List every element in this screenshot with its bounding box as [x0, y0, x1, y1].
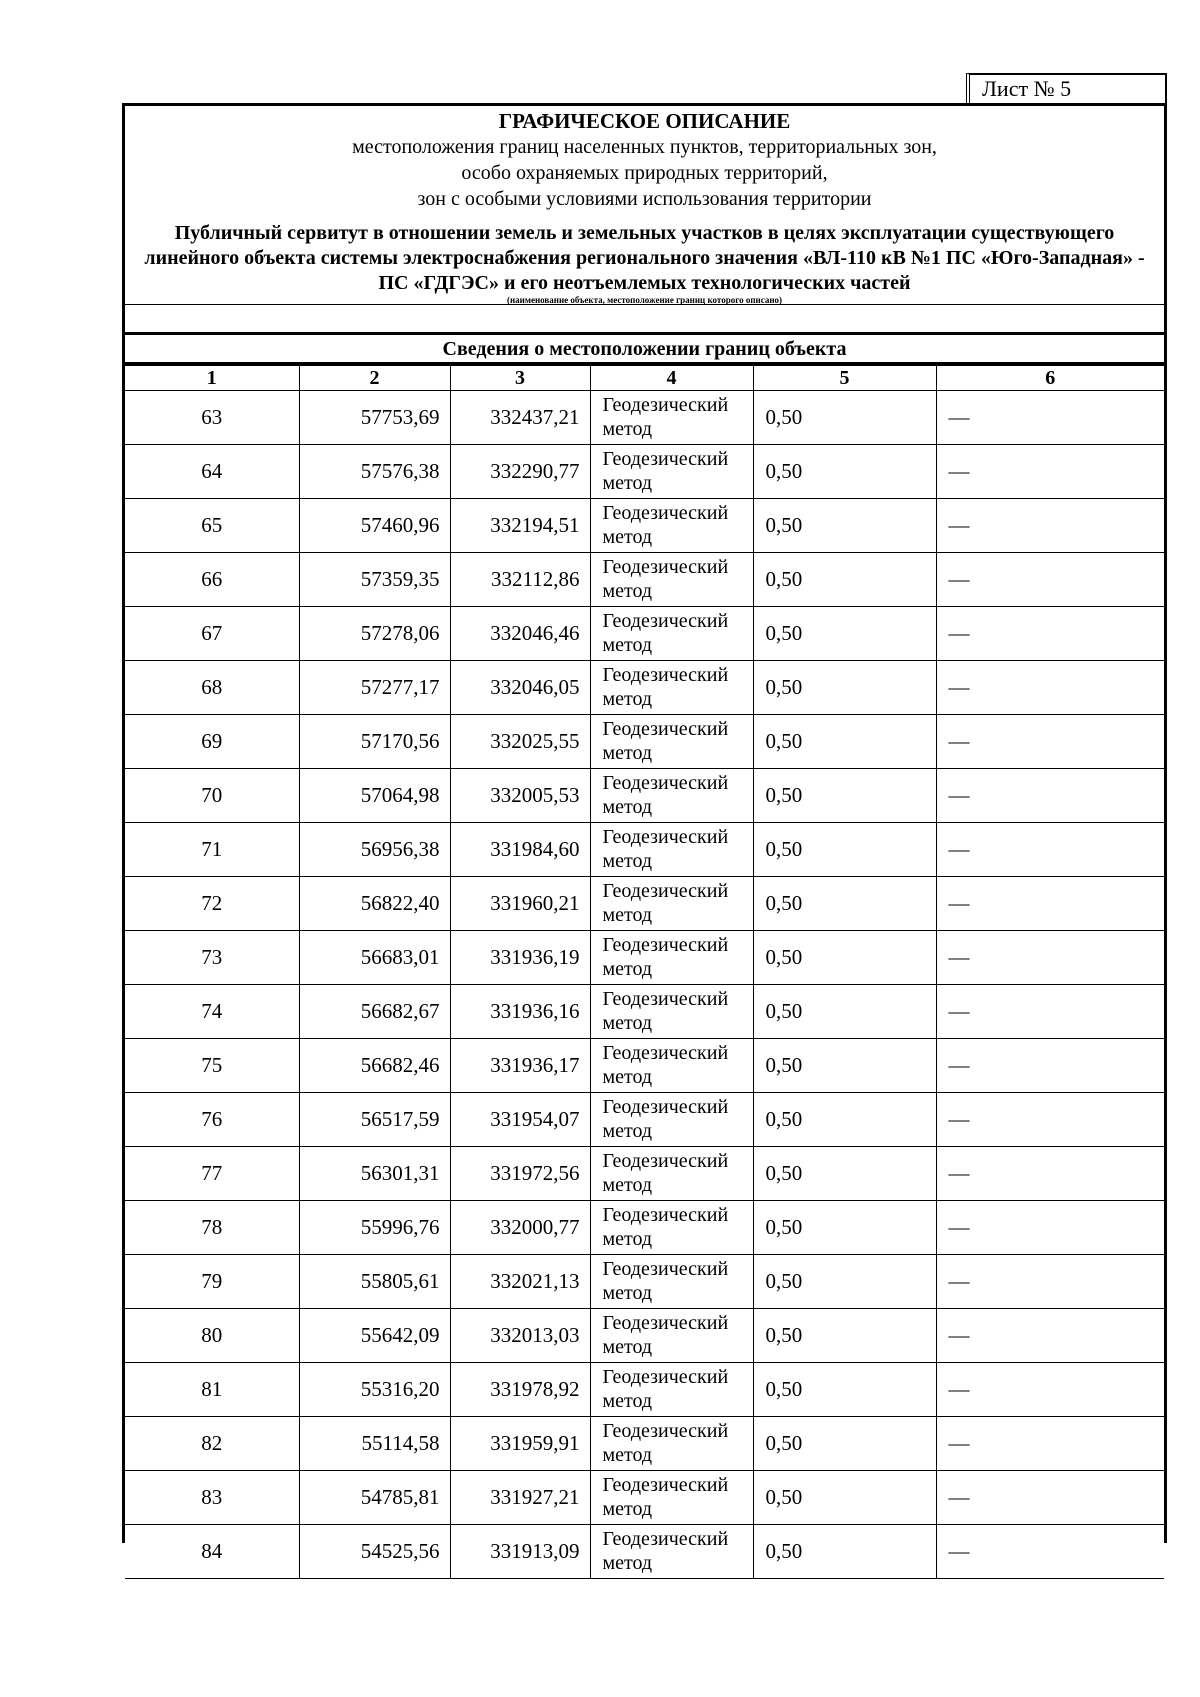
- x-coordinate-cell: 56956,38: [299, 823, 450, 877]
- description-cell: —: [936, 661, 1164, 715]
- point-number-cell: 70: [125, 769, 299, 823]
- accuracy-cell: 0,50: [753, 769, 936, 823]
- table-row: [125, 823, 1164, 877]
- x-coordinate-cell: 57278,06: [299, 607, 450, 661]
- point-number-cell: 63: [125, 391, 299, 445]
- accuracy-cell: 0,50: [753, 931, 936, 985]
- point-number-cell: 69: [125, 715, 299, 769]
- y-coordinate-cell: 332194,51: [450, 499, 590, 553]
- column-number-row: [125, 366, 1164, 391]
- table-row: [125, 391, 1164, 445]
- point-number-cell: 81: [125, 1363, 299, 1417]
- description-cell: —: [936, 1093, 1164, 1147]
- y-coordinate-cell: 331927,21: [450, 1471, 590, 1525]
- y-coordinate-cell: 331936,19: [450, 931, 590, 985]
- description-cell: —: [936, 1147, 1164, 1201]
- description-cell: —: [936, 1255, 1164, 1309]
- point-number-cell: 84: [125, 1525, 299, 1579]
- accuracy-cell: 0,50: [753, 985, 936, 1039]
- method-cell: Геодезический метод: [590, 1525, 753, 1579]
- y-coordinate-cell: 332112,86: [450, 553, 590, 607]
- description-cell: —: [936, 607, 1164, 661]
- point-number-cell: 71: [125, 823, 299, 877]
- x-coordinate-cell: 55996,76: [299, 1201, 450, 1255]
- method-cell: Геодезический метод: [590, 1471, 753, 1525]
- method-cell: Геодезический метод: [590, 1417, 753, 1471]
- accuracy-cell: 0,50: [753, 1471, 936, 1525]
- table-row: [125, 553, 1164, 607]
- description-cell: —: [936, 391, 1164, 445]
- point-number-cell: 74: [125, 985, 299, 1039]
- y-coordinate-cell: 331984,60: [450, 823, 590, 877]
- description-cell: —: [936, 445, 1164, 499]
- x-coordinate-cell: 56682,46: [299, 1039, 450, 1093]
- y-coordinate-cell: 331913,09: [450, 1525, 590, 1579]
- document-header: [125, 108, 1164, 305]
- y-coordinate-cell: 332290,77: [450, 445, 590, 499]
- y-coordinate-cell: 331960,21: [450, 877, 590, 931]
- method-cell: Геодезический метод: [590, 769, 753, 823]
- description-cell: —: [936, 715, 1164, 769]
- empty-row: [125, 305, 1164, 335]
- accuracy-cell: 0,50: [753, 499, 936, 553]
- x-coordinate-cell: 57064,98: [299, 769, 450, 823]
- point-number-cell: 67: [125, 607, 299, 661]
- subtitle-line: зон с особыми условиями использования территории: [417, 188, 872, 210]
- x-coordinate-cell: 56822,40: [299, 877, 450, 931]
- x-coordinate-cell: 57170,56: [299, 715, 450, 769]
- description-cell: —: [936, 1525, 1164, 1579]
- point-number-cell: 77: [125, 1147, 299, 1201]
- table-row: [125, 769, 1164, 823]
- accuracy-cell: 0,50: [753, 1309, 936, 1363]
- column-header: 6: [936, 366, 1164, 391]
- y-coordinate-cell: 331954,07: [450, 1093, 590, 1147]
- description-cell: —: [936, 1201, 1164, 1255]
- table-row: [125, 715, 1164, 769]
- point-number-cell: 72: [125, 877, 299, 931]
- description-cell: —: [936, 769, 1164, 823]
- point-number-cell: 76: [125, 1093, 299, 1147]
- accuracy-cell: 0,50: [753, 1201, 936, 1255]
- method-cell: Геодезический метод: [590, 715, 753, 769]
- point-number-cell: 75: [125, 1039, 299, 1093]
- x-coordinate-cell: 55805,61: [299, 1255, 450, 1309]
- point-number-cell: 73: [125, 931, 299, 985]
- description-cell: —: [936, 553, 1164, 607]
- y-coordinate-cell: 332046,05: [450, 661, 590, 715]
- accuracy-cell: 0,50: [753, 1255, 936, 1309]
- section-title: Сведения о местоположении границ объекта: [125, 335, 1164, 365]
- x-coordinate-cell: 54785,81: [299, 1471, 450, 1525]
- y-coordinate-cell: 332046,46: [450, 607, 590, 661]
- column-header: 5: [753, 366, 936, 391]
- description-cell: —: [936, 931, 1164, 985]
- accuracy-cell: 0,50: [753, 661, 936, 715]
- description-cell: —: [936, 1309, 1164, 1363]
- point-number-cell: 78: [125, 1201, 299, 1255]
- x-coordinate-cell: 57460,96: [299, 499, 450, 553]
- accuracy-cell: 0,50: [753, 391, 936, 445]
- x-coordinate-cell: 57753,69: [299, 391, 450, 445]
- method-cell: Геодезический метод: [590, 661, 753, 715]
- accuracy-cell: 0,50: [753, 445, 936, 499]
- method-cell: Геодезический метод: [590, 985, 753, 1039]
- x-coordinate-cell: 56301,31: [299, 1147, 450, 1201]
- table-row: [125, 877, 1164, 931]
- x-coordinate-cell: 56682,67: [299, 985, 450, 1039]
- x-coordinate-cell: 55114,58: [299, 1417, 450, 1471]
- y-coordinate-cell: 332000,77: [450, 1201, 590, 1255]
- accuracy-cell: 0,50: [753, 1147, 936, 1201]
- method-cell: Геодезический метод: [590, 445, 753, 499]
- table-row: [125, 931, 1164, 985]
- description-cell: —: [936, 1363, 1164, 1417]
- table-row: [125, 985, 1164, 1039]
- description-cell: —: [936, 499, 1164, 553]
- y-coordinate-cell: 331936,16: [450, 985, 590, 1039]
- description-cell: —: [936, 1417, 1164, 1471]
- table-row: [125, 1201, 1164, 1255]
- document-frame: [122, 103, 1167, 1574]
- table-row: [125, 1417, 1164, 1471]
- description-cell: —: [936, 1471, 1164, 1525]
- y-coordinate-cell: 332437,21: [450, 391, 590, 445]
- point-number-cell: 83: [125, 1471, 299, 1525]
- point-number-cell: 64: [125, 445, 299, 499]
- table-row: [125, 1309, 1164, 1363]
- sheet-number: Лист № 5: [966, 73, 1167, 103]
- column-header: 4: [590, 366, 753, 391]
- method-cell: Геодезический метод: [590, 553, 753, 607]
- column-header: 1: [125, 366, 299, 391]
- x-coordinate-cell: 55316,20: [299, 1363, 450, 1417]
- y-coordinate-cell: 332025,55: [450, 715, 590, 769]
- method-cell: Геодезический метод: [590, 1255, 753, 1309]
- method-cell: Геодезический метод: [590, 499, 753, 553]
- table-row: [125, 1093, 1164, 1147]
- column-header: 3: [450, 366, 590, 391]
- x-coordinate-cell: 57576,38: [299, 445, 450, 499]
- y-coordinate-cell: 331978,92: [450, 1363, 590, 1417]
- subtitle-line: местоположения границ населенных пунктов, территориальных зон,: [352, 136, 937, 158]
- object-name: Публичный сервитут в отношении земель и земельных участков в целях эксплуатации существующего линейного объекта системы электроснабжения регионального значения «ВЛ-110 кВ №1 ПС «Юго-Западная» - ПС «ГДГЭС» и его неотъемлемых технологических частей: [144, 222, 1145, 294]
- table-row: [125, 1363, 1164, 1417]
- y-coordinate-cell: 332005,53: [450, 769, 590, 823]
- description-cell: —: [936, 877, 1164, 931]
- coordinates-table: [125, 365, 1164, 1579]
- method-cell: Геодезический метод: [590, 1363, 753, 1417]
- accuracy-cell: 0,50: [753, 715, 936, 769]
- y-coordinate-cell: 331972,56: [450, 1147, 590, 1201]
- object-name-note: (наименование объекта, местоположение границ которого описано): [506, 295, 783, 305]
- accuracy-cell: 0,50: [753, 1363, 936, 1417]
- y-coordinate-cell: 331959,91: [450, 1417, 590, 1471]
- table-row: [125, 1039, 1164, 1093]
- accuracy-cell: 0,50: [753, 1417, 936, 1471]
- table-row: [125, 499, 1164, 553]
- table-row: [125, 1471, 1164, 1525]
- table-row: [125, 445, 1164, 499]
- document-title: ГРАФИЧЕСКОЕ ОПИСАНИЕ: [498, 109, 791, 133]
- point-number-cell: 82: [125, 1417, 299, 1471]
- table-row: [125, 1147, 1164, 1201]
- accuracy-cell: 0,50: [753, 823, 936, 877]
- method-cell: Геодезический метод: [590, 877, 753, 931]
- description-cell: —: [936, 985, 1164, 1039]
- y-coordinate-cell: 332021,13: [450, 1255, 590, 1309]
- method-cell: Геодезический метод: [590, 1201, 753, 1255]
- method-cell: Геодезический метод: [590, 1147, 753, 1201]
- table-row: [125, 1255, 1164, 1309]
- x-coordinate-cell: 55642,09: [299, 1309, 450, 1363]
- method-cell: Геодезический метод: [590, 1093, 753, 1147]
- subtitle-line: особо охраняемых природных территорий,: [461, 162, 828, 184]
- point-number-cell: 66: [125, 553, 299, 607]
- method-cell: Геодезический метод: [590, 931, 753, 985]
- x-coordinate-cell: 57359,35: [299, 553, 450, 607]
- accuracy-cell: 0,50: [753, 1525, 936, 1579]
- x-coordinate-cell: 57277,17: [299, 661, 450, 715]
- method-cell: Геодезический метод: [590, 823, 753, 877]
- description-cell: —: [936, 1039, 1164, 1093]
- accuracy-cell: 0,50: [753, 877, 936, 931]
- description-cell: —: [936, 823, 1164, 877]
- point-number-cell: 68: [125, 661, 299, 715]
- column-header: 2: [299, 366, 450, 391]
- method-cell: Геодезический метод: [590, 1309, 753, 1363]
- accuracy-cell: 0,50: [753, 1039, 936, 1093]
- accuracy-cell: 0,50: [753, 553, 936, 607]
- point-number-cell: 79: [125, 1255, 299, 1309]
- table-row: [125, 607, 1164, 661]
- method-cell: Геодезический метод: [590, 607, 753, 661]
- accuracy-cell: 0,50: [753, 1093, 936, 1147]
- y-coordinate-cell: 332013,03: [450, 1309, 590, 1363]
- accuracy-cell: 0,50: [753, 607, 936, 661]
- method-cell: Геодезический метод: [590, 1039, 753, 1093]
- method-cell: Геодезический метод: [590, 391, 753, 445]
- table-row: [125, 661, 1164, 715]
- x-coordinate-cell: 56683,01: [299, 931, 450, 985]
- x-coordinate-cell: 54525,56: [299, 1525, 450, 1579]
- point-number-cell: 80: [125, 1309, 299, 1363]
- x-coordinate-cell: 56517,59: [299, 1093, 450, 1147]
- table-row: [125, 1525, 1164, 1579]
- point-number-cell: 65: [125, 499, 299, 553]
- y-coordinate-cell: 331936,17: [450, 1039, 590, 1093]
